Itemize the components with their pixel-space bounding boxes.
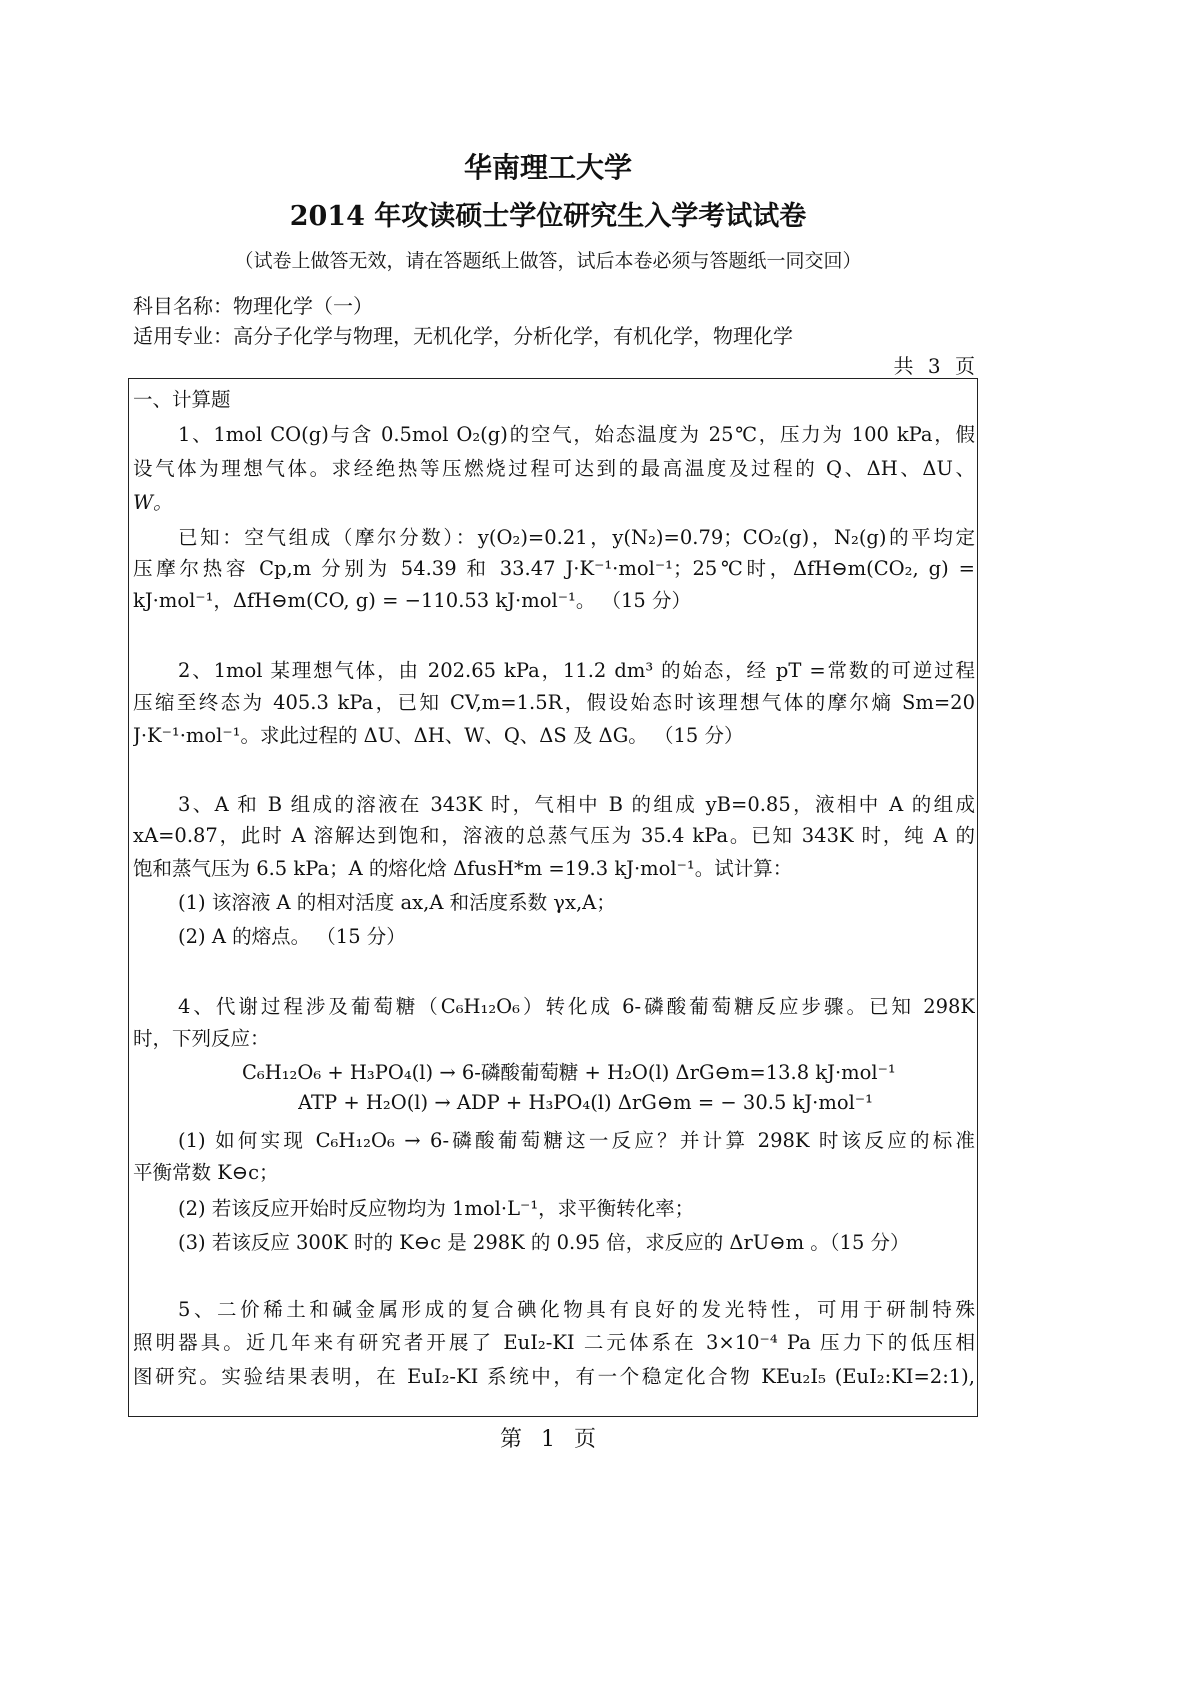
q3-line: 饱和蒸气压为 6.5 kPa；A 的熔化焓 ΔfusH*m =19.3 kJ·mol⁻¹。试计算： [133,857,793,880]
q3-line: (1) 该溶液 A 的相对活度 ax,A 和活度系数 γx,A； [178,891,616,914]
q3-line: 3、A 和 B 组成的溶液在 343K 时，气相中 B 的组成 yB=0.85，液相中 A 的组成 [178,793,975,816]
q1-line: 压摩尔热容 Cp,m 分别为 54.39 和 33.47 J·K⁻¹·mol⁻¹；25℃时，ΔfH⊖m(CO₂, g) = [133,557,975,580]
q5-line: 照明器具。近几年来有研究者开展了 EuI₂-KI 二元体系在 3×10⁻⁴ Pa 压力下的低压相 [133,1331,975,1354]
subject-name: 科目名称：物理化学（一） [133,294,373,318]
q1-line: 已知：空气组成（摩尔分数）：y(O₂)=0.21，y(N₂)=0.79；CO₂(g)，N₂(g)的平均定 [178,526,975,549]
q4-line: 4、代谢过程涉及葡萄糖（C₆H₁₂O₆）转化成 6-磷酸葡萄糖反应步骤。已知 298K [178,995,975,1018]
q5-line: 5、二价稀土和碱金属形成的复合碘化物具有良好的发光特性，可用于研制特殊 [178,1298,975,1321]
q4-line: (3) 若该反应 300K 时的 K⊖c 是 298K 的 0.95 倍，求反应的 ΔrU⊖m 。（15 分） [178,1231,910,1254]
q1-line: kJ·mol⁻¹，ΔfH⊖m(CO, g) = −110.53 kJ·mol⁻¹。 （15 分） [133,589,692,612]
q2-line: J·K⁻¹·mol⁻¹。求此过程的 ΔU、ΔH、W、Q、ΔS 及 ΔG。 （15 分） [133,724,744,747]
exam-title: 2014 年攻读硕士学位研究生入学考试试卷 [289,201,807,232]
q4-line: 时，下列反应： [133,1027,270,1050]
university-name: 华南理工大学 [463,151,632,184]
applicable-majors: 适用专业：高分子化学与物理，无机化学，分析化学，有机化学，物理化学 [133,324,793,348]
section-heading: 一、计算题 [133,388,231,411]
q4-reaction: C₆H₁₂O₆ + H₃PO₄(l) → 6-磷酸葡萄糖 + H₂O(l) ΔrG⊖m=13.8 kJ·mol⁻¹ [242,1061,896,1084]
q1-line: 设气体为理想气体。求经绝热等压燃烧过程可达到的最高温度及过程的 Q、ΔH、ΔU、 [133,457,975,480]
q1-line: W。 [133,491,173,514]
total-pages: 共 3 页 [893,354,975,378]
exam-note: （试卷上做答无效，请在答题纸上做答，试后本卷必须与答题纸一同交回） [234,250,862,272]
q4-line: (2) 若该反应开始时反应物均为 1mol·L⁻¹，求平衡转化率； [178,1197,695,1220]
q3-line: xA=0.87，此时 A 溶解达到饱和，溶液的总蒸气压为 35.4 kPa。已知 343K 时，纯 A 的 [133,824,975,847]
q1-line: 1、1mol CO(g)与含 0.5mol O₂(g)的空气，始态温度为 25℃，压力为 100 kPa，假 [178,423,975,446]
q2-line: 压缩至终态为 405.3 kPa，已知 CV,m=1.5R，假设始态时该理想气体的摩尔熵 Sm=20 [133,691,975,714]
page-number: 第 1 页 [500,1427,596,1452]
q4-line: 平衡常数 K⊖c； [133,1161,279,1184]
q4-reaction: ATP + H₂O(l) → ADP + H₃PO₄(l) ΔrG⊖m = − 30.5 kJ·mol⁻¹ [298,1091,873,1114]
q4-line: (1) 如何实现 C₆H₁₂O₆ → 6-磷酸葡萄糖这一反应？并计算 298K 时该反应的标准 [178,1129,975,1152]
q5-line: 图研究。实验结果表明，在 EuI₂-KI 系统中，有一个稳定化合物 KEu₂I₅ (EuI₂:KI=2:1), [133,1365,975,1388]
q2-line: 2、1mol 某理想气体，由 202.65 kPa，11.2 dm³ 的始态，经 pT =常数的可逆过程 [178,659,975,682]
q3-line: (2) A 的熔点。 （15 分） [178,925,406,948]
